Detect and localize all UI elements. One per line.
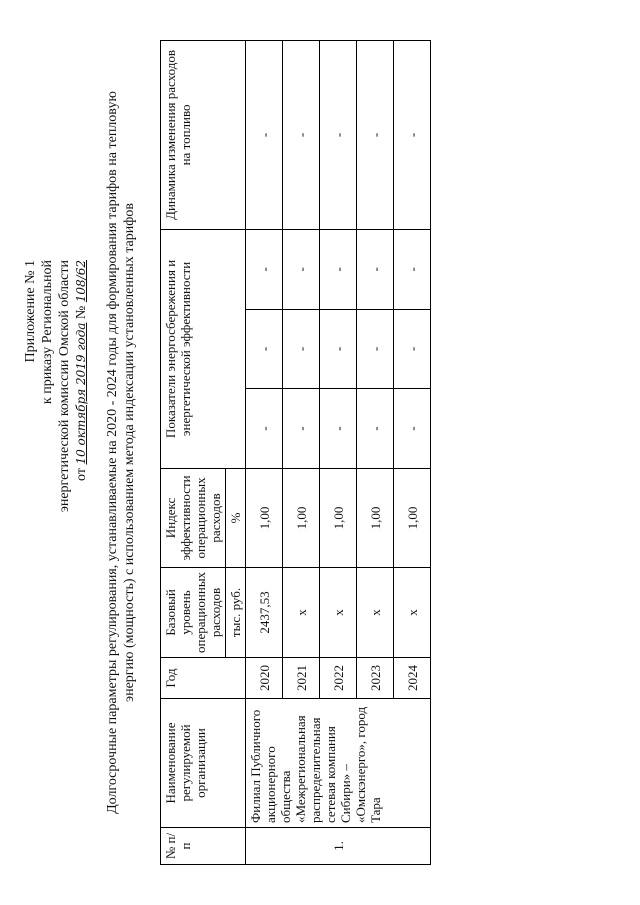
- cell-year: 2021: [283, 658, 320, 699]
- cell-energy-1: -: [246, 389, 283, 469]
- cell-dynamics: -: [246, 40, 283, 229]
- header-base: Базовый уровень операционных расходов: [161, 567, 226, 657]
- number-prefix: №: [74, 305, 89, 320]
- cell-dynamics: -: [394, 40, 431, 229]
- organization-name: Филиал Публичного акционерного общества «Межрегиональная распределительная сетевая компания Сибири» – «Омскэнерго», город Тара: [246, 699, 431, 828]
- cell-base: х: [320, 567, 357, 657]
- appendix-line4: [73, 260, 90, 512]
- cell-energy-2: -: [246, 309, 283, 389]
- header-year: Год: [161, 658, 246, 699]
- cell-energy-3: -: [394, 229, 431, 309]
- title-line2: энергию (мощность) с использованием метода индексации установленных тарифов: [122, 203, 137, 702]
- cell-base: 2437,53: [246, 567, 283, 657]
- handwritten-number: 108/62: [74, 260, 88, 303]
- header-num: № п/п: [161, 828, 246, 865]
- cell-index: 1,00: [357, 468, 394, 567]
- cell-energy-2: -: [394, 309, 431, 389]
- document-title: [104, 0, 138, 905]
- cell-index: 1,00: [283, 468, 320, 567]
- cell-energy-2: -: [283, 309, 320, 389]
- cell-energy-3: -: [320, 229, 357, 309]
- cell-dynamics: -: [320, 40, 357, 229]
- parameters-table: [160, 40, 431, 865]
- header-index: Индекс эффективности операционных расходов: [161, 468, 226, 567]
- cell-energy-3: -: [246, 229, 283, 309]
- cell-index: 1,00: [320, 468, 357, 567]
- cell-year: 2022: [320, 658, 357, 699]
- cell-energy-2: -: [357, 309, 394, 389]
- table-body: [246, 40, 431, 864]
- cell-base: х: [394, 567, 431, 657]
- header-org: Наименование регулируемой организации: [161, 699, 246, 828]
- cell-energy-3: -: [357, 229, 394, 309]
- table-row: [246, 40, 283, 864]
- cell-year: 2024: [394, 658, 431, 699]
- cell-dynamics: -: [357, 40, 394, 229]
- cell-dynamics: -: [283, 40, 320, 229]
- cell-year: 2020: [246, 658, 283, 699]
- cell-index: 1,00: [394, 468, 431, 567]
- unit-base: тыс. руб.: [226, 567, 246, 657]
- cell-base: х: [283, 567, 320, 657]
- cell-energy-1: -: [394, 389, 431, 469]
- appendix-line3: энергетической комиссии Омской области: [57, 260, 72, 513]
- handwritten-date: 10 октября 2019 года: [74, 322, 88, 465]
- row-number: 1.: [246, 828, 431, 865]
- cell-year: 2023: [357, 658, 394, 699]
- title-line1: Долгосрочные параметры регулирования, устанавливаемые на 2020 - 2024 годы для формирования тарифов на тепловую: [105, 91, 120, 814]
- cell-energy-1: -: [320, 389, 357, 469]
- appendix-block: [22, 260, 90, 512]
- date-prefix: от: [74, 468, 89, 481]
- header-dynamics: Динамика изменения расходов на топливо: [161, 40, 246, 229]
- cell-energy-1: -: [283, 389, 320, 469]
- cell-base: х: [357, 567, 394, 657]
- cell-index: 1,00: [246, 468, 283, 567]
- appendix-line1: Приложение № 1: [23, 260, 38, 363]
- cell-energy-3: -: [283, 229, 320, 309]
- header-energy: Показатели энергосбережения и энергетической эффективности: [161, 229, 246, 468]
- unit-index: %: [226, 468, 246, 567]
- appendix-line2: к приказу Региональной: [40, 260, 55, 405]
- cell-energy-2: -: [320, 309, 357, 389]
- cell-energy-1: -: [357, 389, 394, 469]
- header-row: [161, 40, 226, 864]
